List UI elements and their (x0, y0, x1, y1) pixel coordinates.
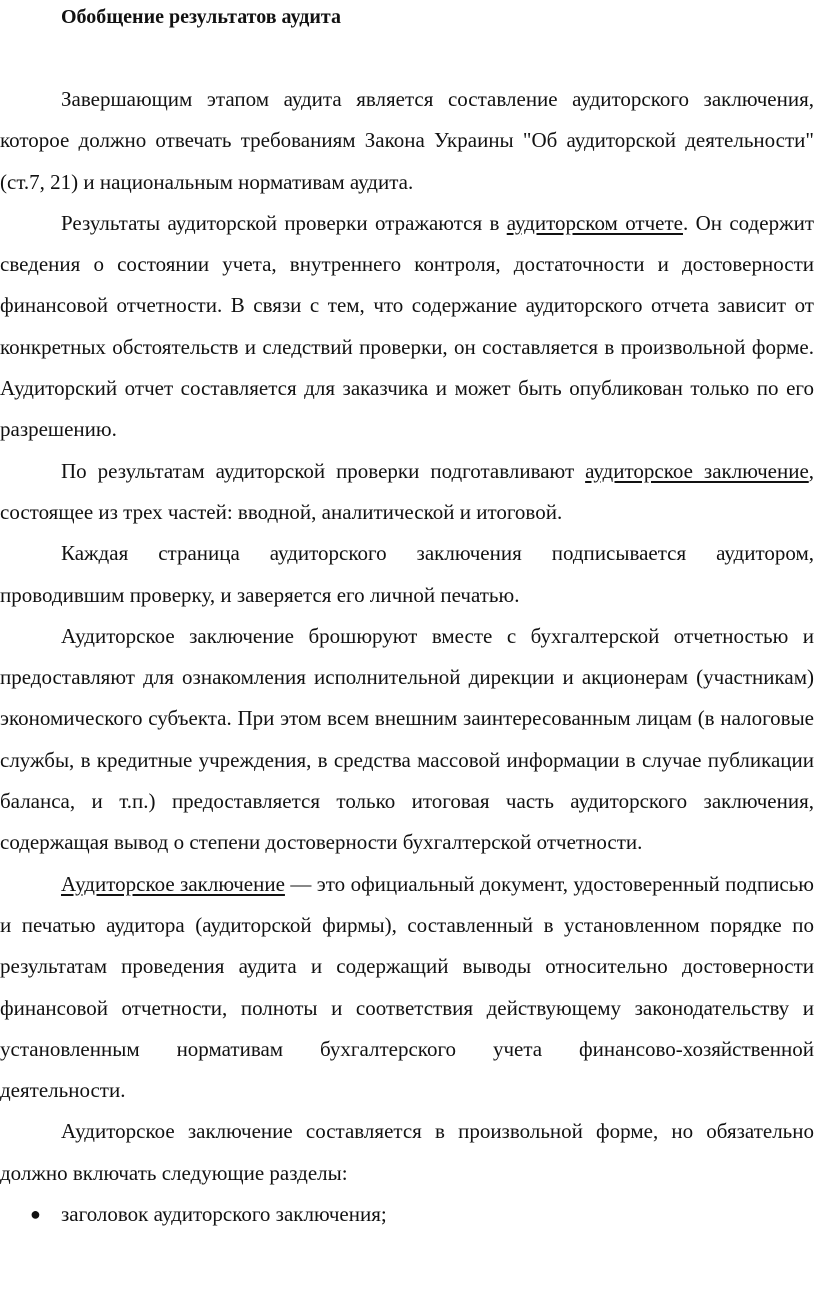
bullet-icon: ● (30, 1204, 41, 1225)
audit-report-link[interactable]: аудиторском отчете (506, 210, 683, 235)
paragraph-sections-intro: Аудиторское заключение составляется в произвольной форме, но обязательно должно включать следующие разделы: (0, 1119, 814, 1185)
sections-list (0, 1194, 814, 1235)
paragraph-text: Результаты аудиторской проверки отражаются в (61, 210, 507, 235)
paragraph-audit-report (0, 203, 814, 451)
page-title: Обобщение результатов аудита (61, 6, 341, 28)
audit-conclusion-definition-link[interactable]: Аудиторское заключение (61, 871, 285, 896)
paragraph-page-signing: Каждая страница аудиторского заключения подписывается аудитором, проводившим проверку, и заверяется его личной печатью. (0, 541, 814, 607)
paragraph-binding: Аудиторское заключение брошюруют вместе с бухгалтерской отчетностью и предоставляют для ознакомления исполнительной дирекции и акционерам (участникам) экономического субъекта. При этом всем внешним заинтересованным лицам (в налоговые службы, в кредитные учреждения, в средства массовой информации в случае публикации балансa, и т.п.) предоставляется только итоговая часть аудиторского заключения, содержащая вывод о степени достоверности бухгалтерской отчетности. (0, 623, 814, 855)
audit-conclusion-link[interactable]: аудиторское заключение (585, 458, 809, 483)
paragraph-text: . Он содержит сведения о состоянии учета, внутреннего контроля, достаточности и достоверности финансовой отчетности. В связи с тем, что содержание аудиторского отчета зависит от конкретных обстоятельств и следствий проверки, он составляется в произвольной форме. Аудиторский отчет составляется для заказчика и может быть опубликован только по его разрешению. (0, 210, 814, 442)
paragraph-audit-conclusion-parts (0, 451, 814, 534)
paragraph-definition (0, 864, 814, 1112)
document-body (0, 79, 814, 1235)
paragraph-text: По результатам аудиторской проверки подготавливают (61, 458, 586, 483)
paragraph-conclusion-stage: Завершающим этапом аудита является составление аудиторского заключения, которое должно отвечать требованиям Закона Украины "Об аудиторской деятельности" (ст.7, 21) и национальным нормативам аудита. (0, 87, 814, 194)
paragraph-text: — это официальный документ, удостоверенный подписью и печатью аудитора (аудиторской фирмы), составленный в установленном порядке по результатам проведения аудита и содержащий выводы относительно достоверности финансовой отчетности, полноты и соответствия действующему законодательству и установленным нормативам бухгалтерского учета финансово-хозяйственной деятельности. (0, 871, 814, 1103)
list-item-text: заголовок аудиторского заключения; (61, 1202, 387, 1227)
list-item (0, 1194, 814, 1235)
paragraph-text: , состоящее из трех частей: вводной, аналитической и итоговой. (0, 458, 815, 524)
